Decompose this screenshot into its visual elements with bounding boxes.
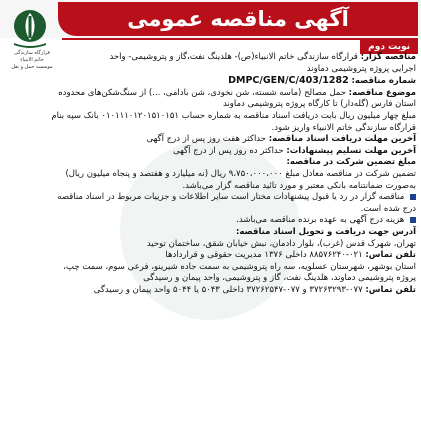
submit-deadline-text: حداکثر ده روز پس از درج آگهی: [173, 145, 284, 156]
phone-2-row: [6, 285, 416, 297]
phone-1-row: [6, 250, 416, 262]
submit-deadline-label: آخرین مهلت تسلیم پیشنهادات:: [286, 145, 416, 156]
notice-body: [6, 52, 416, 296]
subject-text: حمل مصالح (ماسه شسته، شن نخودی، شن بادامی، ...) از سنگ‌شکن‌های محدوده: [58, 87, 346, 98]
phone-1-text: ۰۲۱-۸۸۵۷۶۲۴۰ داخلی ۱۳۷۶ مدیریت حقوقی و قراردادها: [165, 250, 363, 261]
round-badge: نوبت دوم: [360, 40, 418, 54]
phone-2-text: ۰۷۷-۳۷۲۶۳۲۹۳ و ۰۷۷-۳۷۲۶۲۵۴۷ داخلی ۵۰۴۳ یا ۵۰۴۴ واحد پیمان و رسیدگی: [93, 284, 363, 295]
guarantee-label: مبلغ تضمین شرکت در مناقصه:: [286, 157, 416, 168]
receive-deadline-row: [6, 134, 416, 146]
address-2: استان بوشهر، شهرستان عسلویه، سه راه پتروشیمی به سمت جاده شیرینو، فرعی سوم، سمت چپ،: [63, 261, 416, 272]
note-2-text: هزینه درج آگهی به عهده برنده مناقصه می‌باشد.: [236, 215, 405, 226]
address-1: تهران، شهرک قدس (غرب)، بلوار دادمان، نبش خیابان شقق، ساختمان توحید: [146, 238, 416, 249]
receive-deadline-text: حداکثر هفت روز پس از درج آگهی: [146, 134, 267, 145]
tender-number-label: شماره مناقصه:: [351, 76, 416, 87]
submit-deadline-row: [6, 146, 416, 158]
tender-number-row: [6, 75, 416, 88]
employer-row: [6, 52, 416, 64]
subject-text-2: استان فارس (گله‌دار) تا کارگاه پروژه پتروشیمی دماوند: [222, 99, 416, 110]
address-2b: پروژه پتروشیمی دماوند، هلدینگ نفت، گاز و پتروشیمی، واحد پیمان و رسیدگی: [143, 273, 416, 284]
phone-1-label: تلفن تماس:: [365, 250, 416, 261]
bullet-square-icon: [410, 217, 416, 223]
guarantee-text-2: به‌صورت ضمانتنامه بانکی معتبر و مورد تائید مناقصه گزار می‌باشد.: [182, 180, 416, 191]
emblem-icon: [4, 4, 56, 52]
fee-text: مبلغ چهار میلیون ریال بابت دریافت اسناد مناقصه به شماره حساب ۰۱۰۱۱۱۰۱۲۰۱۵۱۰۱۵۱ بانک سپه بنام: [51, 110, 416, 121]
subject-row: [6, 88, 416, 100]
note-1: [6, 192, 416, 204]
header: [0, 0, 421, 38]
subject-label: موضوع مناقصه:: [348, 87, 416, 98]
org-line-1: قرارگاه سازندگی: [14, 50, 50, 56]
phone-2-label: تلفن تماس:: [365, 284, 416, 295]
employer-text: قرارگاه سازندگی خاتم الانبیاء(ص)- هلدینگ نفت،گاز و پتروشیمی- واحد: [109, 52, 358, 62]
employer-text-2: اجرایی پروژه پتروشیمی دماوند: [306, 63, 416, 74]
note-1b: درج شده است.: [360, 203, 416, 214]
note-1-text: مناقصه گزار در رد یا قبول پیشنهادات مختار است سایر اطلاعات و جزییات مربوط در اسناد مناقصه: [57, 192, 405, 203]
fee-text-2: قرارگاه سازندگی خاتم الانبیاء واریز شود.: [271, 122, 416, 133]
employer-label: مناقصه گزار:: [360, 52, 416, 62]
receive-deadline-label: آخرین مهلت دریافت اسناد مناقصه:: [268, 134, 416, 145]
address-label: آدرس جهت دریافت و تحویل اسناد مناقصه:: [235, 226, 416, 237]
note-2: [6, 215, 416, 227]
tender-number: DMPC/GEN/C/403/1282: [228, 75, 349, 87]
org-line-3: موسسه حمل و نقل: [11, 64, 53, 70]
bullet-square-icon: [410, 194, 416, 200]
notice-title: آگهی مناقصه عمومی: [58, 2, 418, 36]
guarantee-text: تضمین شرکت در مناقصه معادل مبلغ ۹،۷۵۰،۰۰۰،۰۰۰ ریال (نه میلیارد و هفتصد و پنجاه میلیون ریال): [65, 168, 416, 179]
org-line-2: خاتم الانبیاء: [20, 57, 44, 63]
